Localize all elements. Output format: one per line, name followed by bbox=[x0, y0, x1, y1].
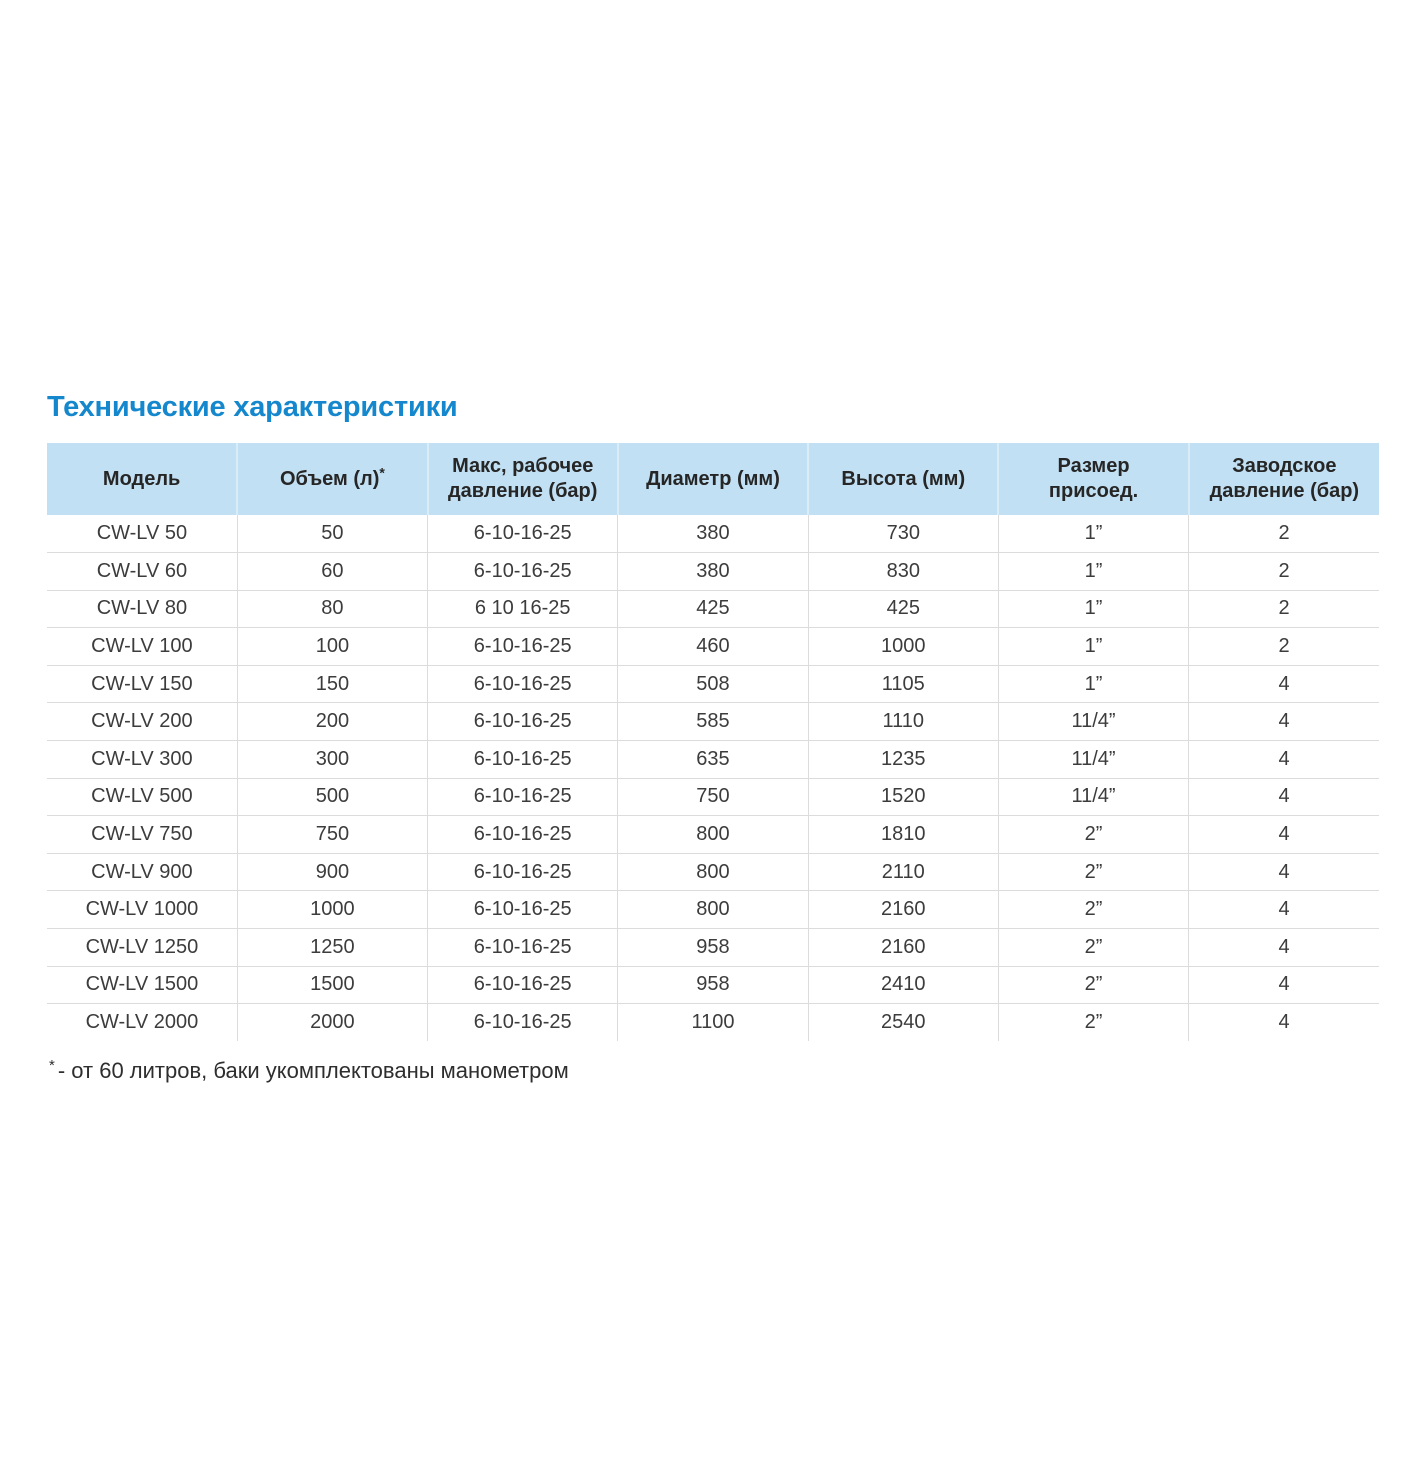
cell-diameter: 380 bbox=[618, 515, 808, 553]
cell-diameter: 508 bbox=[618, 665, 808, 703]
table-row bbox=[47, 778, 1379, 816]
cell-height: 730 bbox=[808, 515, 998, 553]
cell-max-working-pressure: 6-10-16-25 bbox=[428, 741, 618, 779]
cell-height: 1110 bbox=[808, 703, 998, 741]
cell-model: CW-LV 200 bbox=[47, 703, 237, 741]
cell-max-working-pressure: 6-10-16-25 bbox=[428, 853, 618, 891]
cell-factory-pressure: 2 bbox=[1189, 590, 1379, 628]
cell-diameter: 425 bbox=[618, 590, 808, 628]
cell-factory-pressure: 4 bbox=[1189, 853, 1379, 891]
cell-factory-pressure: 4 bbox=[1189, 741, 1379, 779]
page-title: Технические характеристики bbox=[47, 391, 458, 423]
cell-volume: 300 bbox=[237, 741, 427, 779]
spec-table-header-row bbox=[47, 443, 1379, 515]
cell-connection-size: 1” bbox=[998, 553, 1188, 591]
cell-diameter: 800 bbox=[618, 816, 808, 854]
cell-connection-size: 11/4” bbox=[998, 778, 1188, 816]
cell-max-working-pressure: 6-10-16-25 bbox=[428, 515, 618, 553]
cell-connection-size: 11/4” bbox=[998, 703, 1188, 741]
table-row bbox=[47, 590, 1379, 628]
cell-volume: 500 bbox=[237, 778, 427, 816]
cell-max-working-pressure: 6-10-16-25 bbox=[428, 1004, 618, 1042]
cell-factory-pressure: 4 bbox=[1189, 778, 1379, 816]
cell-factory-pressure: 4 bbox=[1189, 816, 1379, 854]
cell-model: CW-LV 2000 bbox=[47, 1004, 237, 1042]
cell-max-working-pressure: 6-10-16-25 bbox=[428, 816, 618, 854]
cell-volume: 1250 bbox=[237, 929, 427, 967]
cell-diameter: 1100 bbox=[618, 1004, 808, 1042]
column-header-model bbox=[47, 443, 237, 515]
footnote-text: - от 60 литров, баки укомплектованы манометром bbox=[57, 1058, 569, 1084]
column-header-label: Модель bbox=[102, 467, 181, 490]
cell-diameter: 380 bbox=[618, 553, 808, 591]
cell-model: CW-LV 1500 bbox=[47, 966, 237, 1004]
cell-max-working-pressure: 6 10 16-25 bbox=[428, 590, 618, 628]
cell-connection-size: 1” bbox=[998, 515, 1188, 553]
cell-height: 1810 bbox=[808, 816, 998, 854]
cell-height: 2160 bbox=[808, 929, 998, 967]
cell-volume: 200 bbox=[237, 703, 427, 741]
cell-model: CW-LV 80 bbox=[47, 590, 237, 628]
cell-connection-size: 2” bbox=[998, 966, 1188, 1004]
cell-factory-pressure: 4 bbox=[1189, 891, 1379, 929]
column-header-connection-size bbox=[998, 443, 1188, 515]
cell-diameter: 800 bbox=[618, 891, 808, 929]
column-header-volume bbox=[237, 443, 427, 515]
cell-factory-pressure: 4 bbox=[1278, 1011, 1290, 1034]
cell-connection-size: 1” bbox=[998, 665, 1188, 703]
cell-max-working-pressure: 6-10-16-25 bbox=[428, 703, 618, 741]
column-header-label: Макс, рабочее давление (бар) bbox=[447, 455, 598, 502]
cell-volume: 1000 bbox=[237, 891, 427, 929]
cell-height: 2540 bbox=[808, 1004, 998, 1042]
footnote bbox=[49, 1058, 1379, 1084]
cell-diameter: 635 bbox=[618, 741, 808, 779]
cell-volume: 100 bbox=[237, 628, 427, 666]
table-row bbox=[47, 703, 1379, 741]
column-header-label: Размер присоед. bbox=[1048, 455, 1139, 502]
column-header-label: Объем (л) bbox=[279, 467, 380, 490]
cell-volume: 60 bbox=[237, 553, 427, 591]
cell-max-working-pressure: 6-10-16-25 bbox=[428, 553, 618, 591]
column-header-label: Высота (мм) bbox=[841, 467, 966, 490]
spec-table-body bbox=[47, 515, 1379, 1041]
cell-factory-pressure: 4 bbox=[1189, 929, 1379, 967]
cell-connection-size: 2” bbox=[998, 891, 1188, 929]
table-row bbox=[47, 1004, 1379, 1042]
column-header-factory-pressure bbox=[1189, 443, 1379, 515]
cell-height: 830 bbox=[808, 553, 998, 591]
table-row bbox=[47, 891, 1379, 929]
cell-model: CW-LV 60 bbox=[47, 553, 237, 591]
cell-model: CW-LV 750 bbox=[47, 816, 237, 854]
cell-connection-size: 1” bbox=[998, 628, 1188, 666]
cell-volume: 80 bbox=[237, 590, 427, 628]
cell-max-working-pressure: 6-10-16-25 bbox=[428, 929, 618, 967]
column-header-height bbox=[808, 443, 998, 515]
table-row bbox=[47, 628, 1379, 666]
cell-connection-size: 2” bbox=[998, 816, 1188, 854]
cell-diameter: 750 bbox=[618, 778, 808, 816]
cell-height: 1000 bbox=[808, 628, 998, 666]
cell-volume: 900 bbox=[237, 853, 427, 891]
column-header-diameter bbox=[618, 443, 808, 515]
cell-model: CW-LV 900 bbox=[47, 853, 237, 891]
cell-factory-pressure: 4 bbox=[1189, 703, 1379, 741]
cell-volume: 1500 bbox=[237, 966, 427, 1004]
cell-connection-size: 2” bbox=[998, 853, 1188, 891]
cell-factory-pressure: 2 bbox=[1189, 553, 1379, 591]
table-row bbox=[47, 929, 1379, 967]
cell-model: CW-LV 100 bbox=[47, 628, 237, 666]
table-row bbox=[47, 515, 1379, 553]
cell-height: 1105 bbox=[808, 665, 998, 703]
spec-table bbox=[47, 443, 1379, 1041]
cell-connection-size: 2” bbox=[998, 1004, 1188, 1042]
cell-model: CW-LV 50 bbox=[47, 515, 237, 553]
cell-max-working-pressure: 6-10-16-25 bbox=[428, 891, 618, 929]
cell-factory-pressure: 4 bbox=[1189, 966, 1379, 1004]
cell-diameter: 958 bbox=[618, 929, 808, 967]
cell-model: CW-LV 1000 bbox=[47, 891, 237, 929]
cell-diameter: 585 bbox=[618, 703, 808, 741]
table-row bbox=[47, 816, 1379, 854]
table-row bbox=[47, 553, 1379, 591]
cell-height: 1520 bbox=[808, 778, 998, 816]
page bbox=[47, 391, 1379, 1084]
cell-connection-size: 11/4” bbox=[998, 741, 1188, 779]
cell-diameter: 800 bbox=[618, 853, 808, 891]
cell-max-working-pressure: 6-10-16-25 bbox=[428, 628, 618, 666]
table-row bbox=[47, 966, 1379, 1004]
cell-height: 2410 bbox=[808, 966, 998, 1004]
cell-model: CW-LV 1250 bbox=[47, 929, 237, 967]
cell-diameter: 958 bbox=[618, 966, 808, 1004]
cell-model: CW-LV 500 bbox=[47, 778, 237, 816]
cell-height: 1235 bbox=[808, 741, 998, 779]
column-header-asterisk: * bbox=[379, 463, 385, 480]
cell-factory-pressure: 2 bbox=[1189, 628, 1379, 666]
cell-volume: 150 bbox=[237, 665, 427, 703]
cell-model: CW-LV 300 bbox=[47, 741, 237, 779]
cell-max-working-pressure: 6-10-16-25 bbox=[428, 778, 618, 816]
column-header-label: Диаметр (мм) bbox=[646, 467, 780, 490]
table-row bbox=[47, 853, 1379, 891]
cell-factory-pressure: 2 bbox=[1189, 515, 1379, 553]
cell-factory-pressure: 4 bbox=[1189, 665, 1379, 703]
column-header-max-working-pressure bbox=[428, 443, 618, 515]
column-header-label: Заводское давление (бар) bbox=[1209, 455, 1360, 502]
cell-height: 2160 bbox=[808, 891, 998, 929]
footnote-asterisk: * bbox=[49, 1056, 55, 1074]
cell-height: 2110 bbox=[808, 853, 998, 891]
cell-diameter: 460 bbox=[618, 628, 808, 666]
cell-connection-size: 1” bbox=[998, 590, 1188, 628]
cell-max-working-pressure: 6-10-16-25 bbox=[428, 966, 618, 1004]
table-row bbox=[47, 665, 1379, 703]
cell-model: CW-LV 150 bbox=[47, 665, 237, 703]
cell-volume: 50 bbox=[237, 515, 427, 553]
cell-volume: 2000 bbox=[237, 1004, 427, 1042]
table-row bbox=[47, 741, 1379, 779]
cell-height: 425 bbox=[808, 590, 998, 628]
spec-table-head bbox=[47, 443, 1379, 515]
cell-max-working-pressure: 6-10-16-25 bbox=[428, 665, 618, 703]
cell-volume: 750 bbox=[237, 816, 427, 854]
cell-connection-size: 2” bbox=[998, 929, 1188, 967]
